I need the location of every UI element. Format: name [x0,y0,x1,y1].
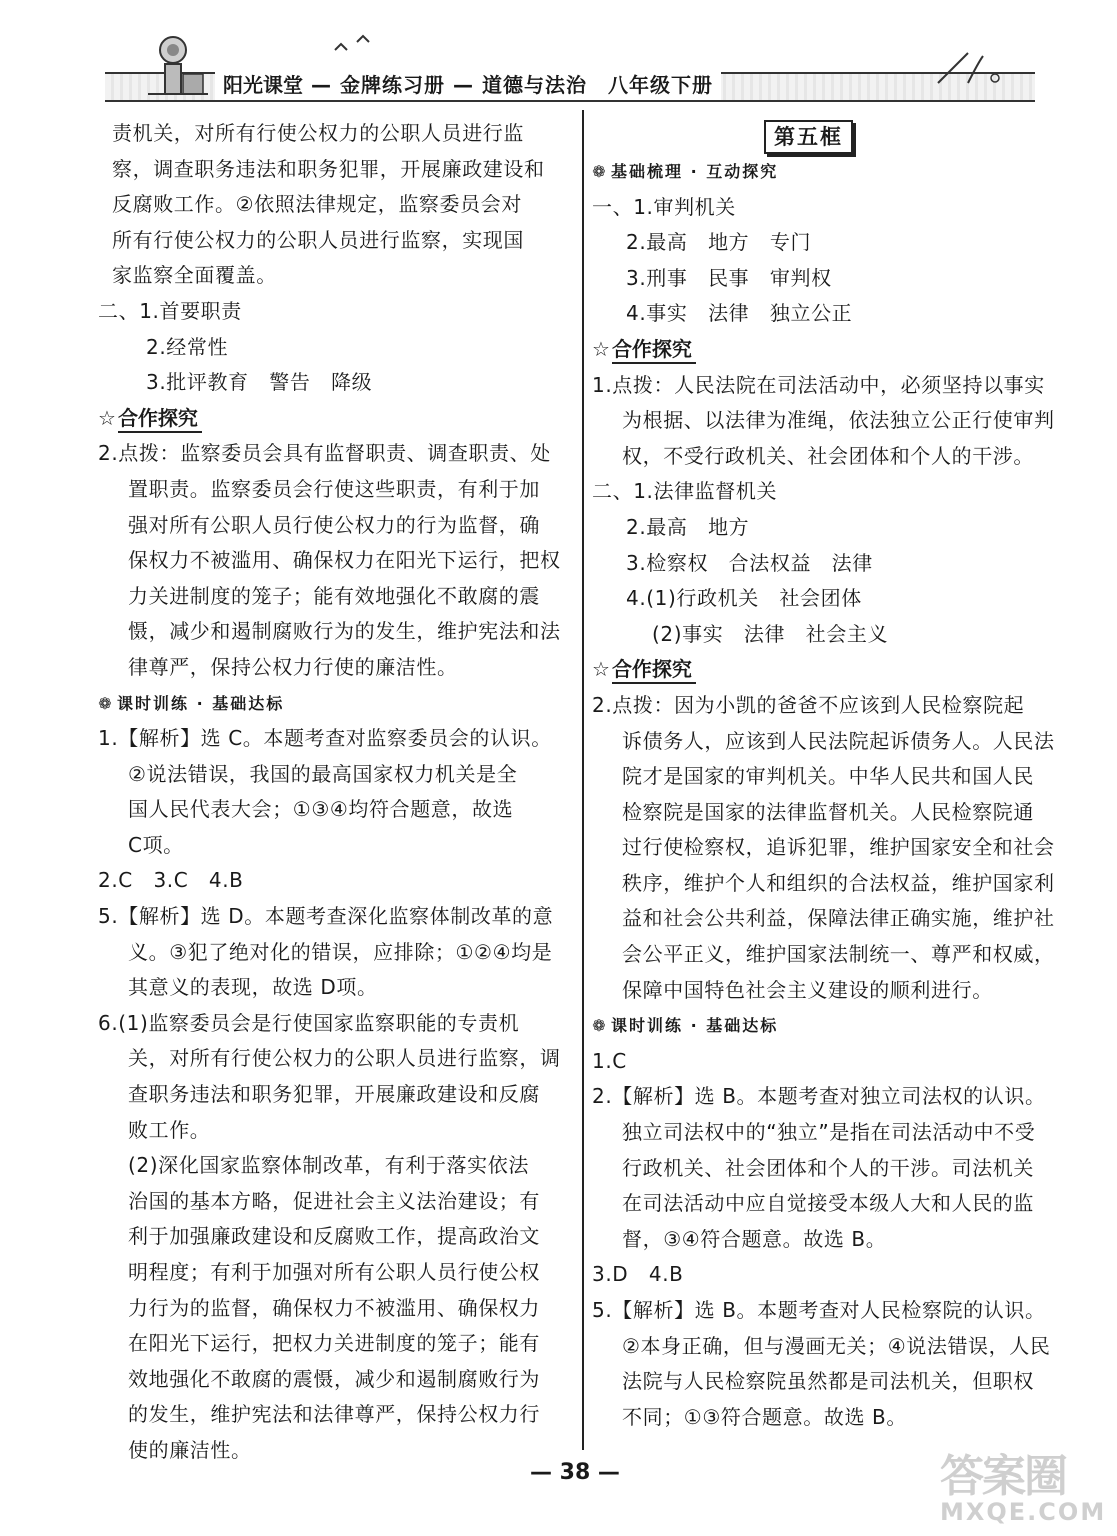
left-column [98,116,574,1469]
text-line: 保障中国特色社会主义建设的顺利进行。 [622,977,993,1002]
star-icon: ☆ [592,336,610,361]
section-item: 3.批评教育 警告 降级 [146,370,373,395]
cooperative-inquiry-heading: ☆ 合作探究 [98,401,574,437]
header-title: 阳光课堂 — 金牌练习册 — 道德与法治 八年级下册 [215,70,721,100]
text-line: 力行为的监督，确保权力不被滥用、确保权力 [128,1295,540,1320]
text-line: 5.【解析】选 B。本题考查对人民检察院的认识。 [592,1298,1046,1322]
section-marker-icon: ❁ [592,162,608,181]
section-marker-icon: ❁ [592,1016,608,1036]
text-line: 2.点拨：监察委员会具有监督职责、调查职责、处 [98,441,551,466]
cooperative-inquiry-heading: ☆ 合作探究 [592,652,1062,688]
text-line: (2)深化国家监察体制改革，有利于落实依法 [128,1153,529,1178]
right-column [592,116,1062,1435]
text-line: 益和社会公共利益，保障法律正确实施，维护社 [622,906,1055,931]
text-line: 律尊严，保持公权力行使的廉洁性。 [128,654,458,679]
text-line: 所有行使公权力的公职人员进行监察，实现国 [112,227,524,252]
section-heading: ❁ 课时训练 · 基础达标 [98,686,574,722]
section-item: 3.刑事 民事 审判权 [626,265,832,290]
text-line: 置职责。监察委员会行使这些职责，有利于加 [128,476,540,501]
text-line: 会公平正义，维护国家法制统一、尊严和权威， [622,942,1055,967]
plant-doodle-icon [933,48,1003,88]
text-line: 2.点拨：因为小凯的爸爸不应该到人民检察院起 [592,692,1025,717]
text-line: 力关进制度的笼子；能有效地强化不敢腐的震 [128,583,540,608]
watermark-bottom-text: MXQE.COM [940,1498,1107,1526]
section-heading: ❁ 基础梳理 · 互动探究 [592,154,1062,190]
text-line: 责机关，对所有行使公权力的公职人员进行监 [112,121,524,145]
header-brand: 阳光课堂 [223,73,303,97]
section-item: 二、1.法律监督机关 [592,479,778,504]
text-line: 2.【解析】选 B。本题考查对独立司法权的认识。 [592,1084,1046,1109]
text-line: 6.(1)监察委员会是行使国家监察职能的专责机 [98,1010,520,1035]
text-line: 利于加强廉政建设和反腐败工作，提高政治文 [128,1224,540,1249]
text-line: 国人民代表大会；①③④均符合题意，故选 [128,797,514,822]
header-grade: 八年级下册 [608,73,713,97]
text-line: 使的廉洁性。 [128,1437,252,1462]
star-icon: ☆ [592,657,610,682]
watermark-top-text: 答案圈 [940,1451,1066,1502]
star-icon: ☆ [98,405,116,430]
text-line: 反腐败工作。②依照法律规定，监察委员会对 [112,192,522,217]
text-line: 在司法活动中应自觉接受本级人大和人民的监 [622,1191,1034,1216]
header-series: 金牌练习册 [340,73,445,97]
text-line: 权，不受行政机关、社会团体和个人的干涉。 [622,443,1034,468]
text-line: 家监察全面覆盖。 [112,263,277,288]
column-divider [582,110,584,1450]
section-item: 3.检察权 合法权益 法律 [626,550,873,575]
lighthouse-illustration-icon [143,30,213,102]
text-line: 治国的基本方略，促进社会主义法治建设；有 [128,1188,540,1213]
section-item: 一、1.审判机关 [592,194,736,219]
section-item: 二、1.首要职责 [98,298,242,323]
text-line: 义。③犯了绝对化的错误，应排除；①②④均是 [128,939,553,964]
text-line: 强对所有公职人员行使公权力的行为监督，确 [128,512,540,537]
text-line: 独立司法权中的“独立”是指在司法活动中不受 [622,1120,1036,1145]
text-line: 1.C [592,1048,627,1073]
watermark-logo [940,1440,1107,1530]
text-line: 过行使检察权，追诉犯罪，维护国家安全和社会 [622,835,1055,860]
frame-title: 第五框 [764,120,853,154]
text-line: 法院与人民检察院虽然都是司法机关，但职权 [622,1369,1034,1394]
text-line: 5.【解析】选 D。本题考查深化监察体制改革的意 [98,904,554,929]
text-line: 关，对所有行使公权力的公职人员进行监察，调 [128,1046,561,1071]
text-line: 督，③④符合题意。故选 B。 [622,1226,887,1251]
text-line: 在阳光下运行，把权力关进制度的笼子；能有 [128,1331,540,1356]
text-line: 其意义的表现，故选 D项。 [128,975,378,1000]
text-line: 察，调查职务违法和职务犯罪，开展廉政建设和 [112,156,545,181]
text-line: 慑，减少和遏制腐败行为的发生，维护宪法和法 [128,619,561,644]
text-line: 保权力不被滥用、确保权力在阳光下运行，把权 [128,548,561,573]
text-line: 为根据、以法律为准绳，依法独立公正行使审判 [622,408,1055,433]
page-number: — 38 — [530,1460,620,1485]
text-line: 秩序，维护个人和组织的合法权益，维护国家利 [622,870,1055,895]
text-line: 院才是国家的审判机关。中华人民共和国人民 [622,764,1034,789]
section-marker-icon: ❁ [98,693,114,713]
cooperative-inquiry-heading: ☆ 合作探究 [592,332,1062,368]
text-line: 明程度；有利于加强对所有公职人员行使公权 [128,1260,540,1284]
text-line: ②说法错误，我国的最高国家权力机关是全 [128,761,518,786]
text-line: 不同；①③符合题意。故选 B。 [622,1404,907,1429]
text-line: 1.【解析】选 C。本题考查对监察委员会的认识。 [98,726,552,751]
section-item: 2.最高 地方 专门 [626,230,812,255]
text-line: 2.C 3.C 4.B [98,868,244,893]
text-line: 查职务违法和职务犯罪，开展廉政建设和反腐 [128,1082,540,1107]
section-item: 2.经常性 [146,334,229,359]
section-item: (2)事实 法律 社会主义 [652,621,889,646]
text-line: 的发生，维护宪法和法律尊严，保持公权力行 [128,1402,540,1427]
birds-icon [325,30,385,60]
header-subject: 道德与法治 [482,73,587,97]
text-line: C项。 [128,832,184,857]
section-heading: ❁ 课时训练 · 基础达标 [592,1008,1062,1044]
section-item: 4.事实 法律 独立公正 [626,301,853,326]
text-line: 行政机关、社会团体和个人的干涉。司法机关 [622,1155,1034,1180]
text-line: 败工作。 [128,1117,211,1142]
section-item: 2.最高 地方 [626,514,750,539]
text-line: 3.D 4.B [592,1262,684,1287]
page-header [95,30,1045,105]
section-item: 4.(1)行政机关 社会团体 [626,586,862,611]
text-line: 效地强化不敢腐的震慑，减少和遏制腐败行为 [128,1366,540,1391]
text-line: 检察院是国家的法律监督机关。人民检察院通 [622,799,1034,824]
text-line: ②本身正确，但与漫画无关；④说法错误，人民 [622,1333,1051,1358]
text-line: 1.点拨：人民法院在司法活动中，必须坚持以事实 [592,372,1045,397]
text-line: 诉债务人，应该到人民法院起诉债务人。人民法 [622,728,1055,753]
